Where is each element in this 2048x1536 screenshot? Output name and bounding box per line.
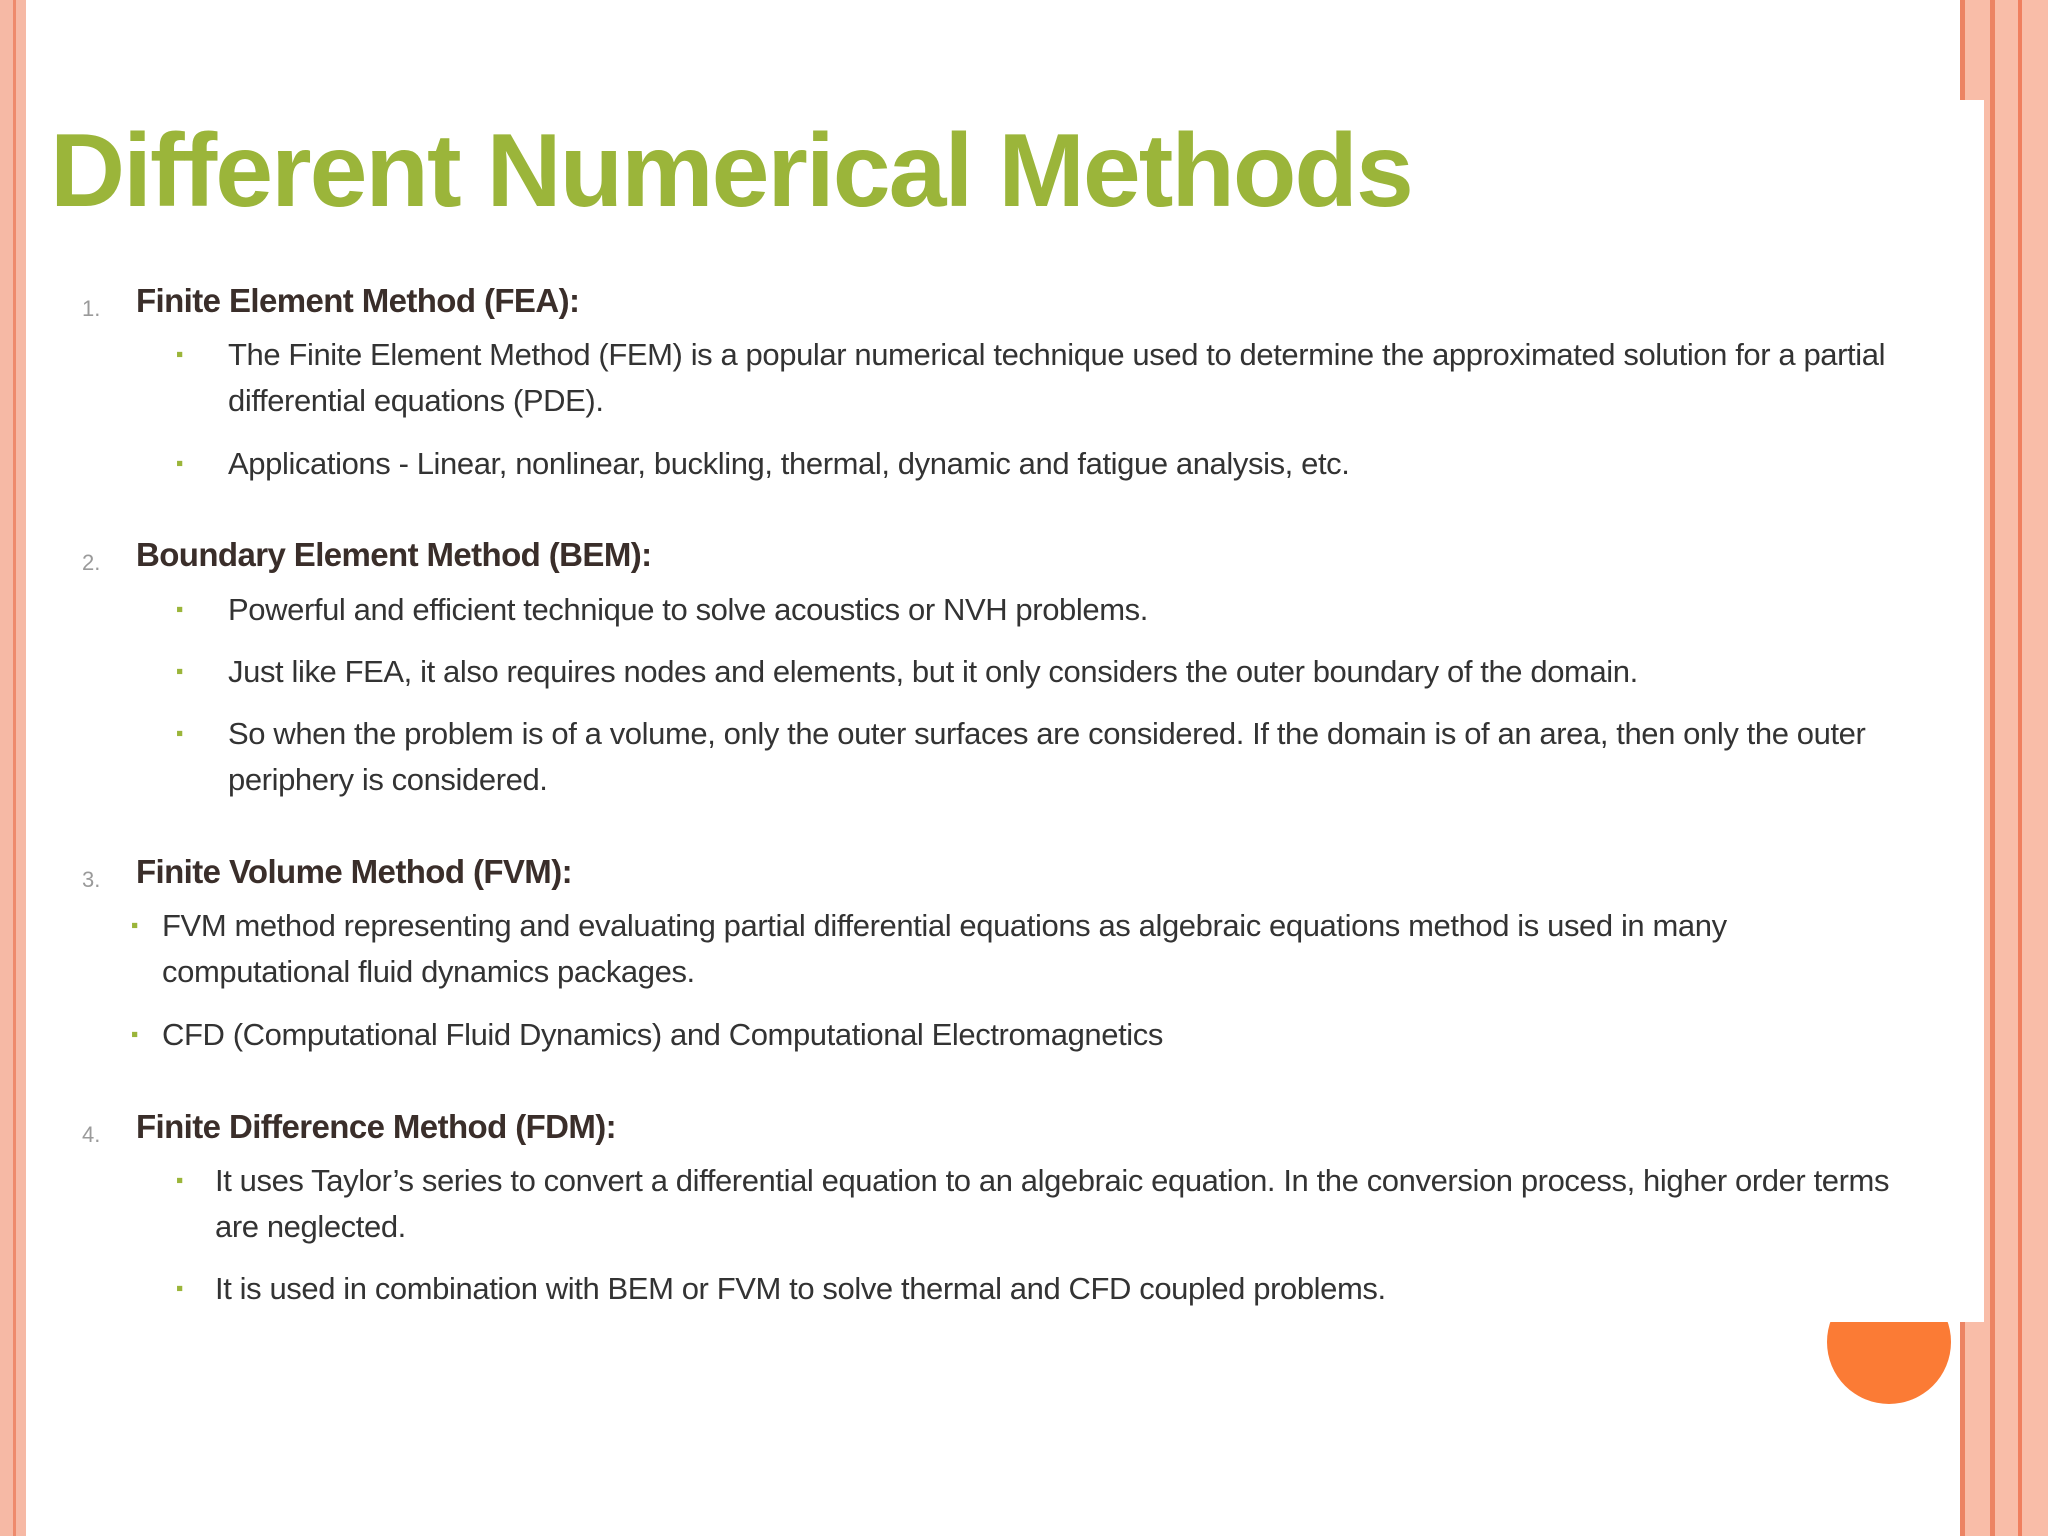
bullet-text: So when the problem is of a volume, only the outer surfaces are considered. If the domain is of an area, then only the outer periphery is considered.	[228, 716, 1866, 797]
slide-title: Different Numerical Methods	[50, 113, 1412, 229]
square-bullet-icon: ▪	[131, 914, 139, 937]
square-bullet-icon: ▪	[176, 452, 184, 475]
bullet-text: Powerful and efficient technique to solve acoustics or NVH problems.	[228, 592, 1148, 627]
square-bullet-icon: ▪	[176, 660, 184, 683]
bullet-text: It uses Taylor’s series to convert a differential equation to an algebraic equation. In the conversion process, higher order terms are neglected.	[215, 1163, 1890, 1244]
square-bullet-icon: ▪	[176, 343, 184, 366]
square-bullet-icon: ▪	[176, 722, 184, 745]
section-heading: Finite Volume Method (FVM):	[136, 853, 572, 890]
section-number: 4.	[82, 1122, 101, 1147]
section-number: 2.	[82, 550, 101, 575]
square-bullet-icon: ▪	[176, 1277, 184, 1300]
bullet-text: Just like FEA, it also requires nodes and elements, but it only considers the outer boundary of the domain.	[228, 654, 1638, 689]
bullet-text: Applications - Linear, nonlinear, buckling, thermal, dynamic and fatigue analysis, etc.	[228, 446, 1350, 481]
bullet-text: CFD (Computational Fluid Dynamics) and Computational Electromagnetics	[162, 1017, 1163, 1052]
section-heading: Boundary Element Method (BEM):	[136, 536, 652, 573]
square-bullet-icon: ▪	[131, 1023, 139, 1046]
section-heading: Finite Element Method (FEA):	[136, 282, 580, 319]
square-bullet-icon: ▪	[176, 1169, 184, 1192]
bullet-text: FVM method representing and evaluating partial differential equations as algebraic equations method is used in many computational fluid dynamics packages.	[162, 908, 1727, 989]
bullet-text: The Finite Element Method (FEM) is a popular numerical technique used to determine the approximated solution for a partial differential equations (PDE).	[228, 337, 1886, 418]
section-heading: Finite Difference Method (FDM):	[136, 1108, 617, 1145]
section-number: 3.	[82, 867, 101, 892]
section-number: 1.	[82, 296, 101, 321]
bullet-text: It is used in combination with BEM or FVM to solve thermal and CFD coupled problems.	[215, 1271, 1386, 1306]
square-bullet-icon: ▪	[176, 598, 184, 621]
